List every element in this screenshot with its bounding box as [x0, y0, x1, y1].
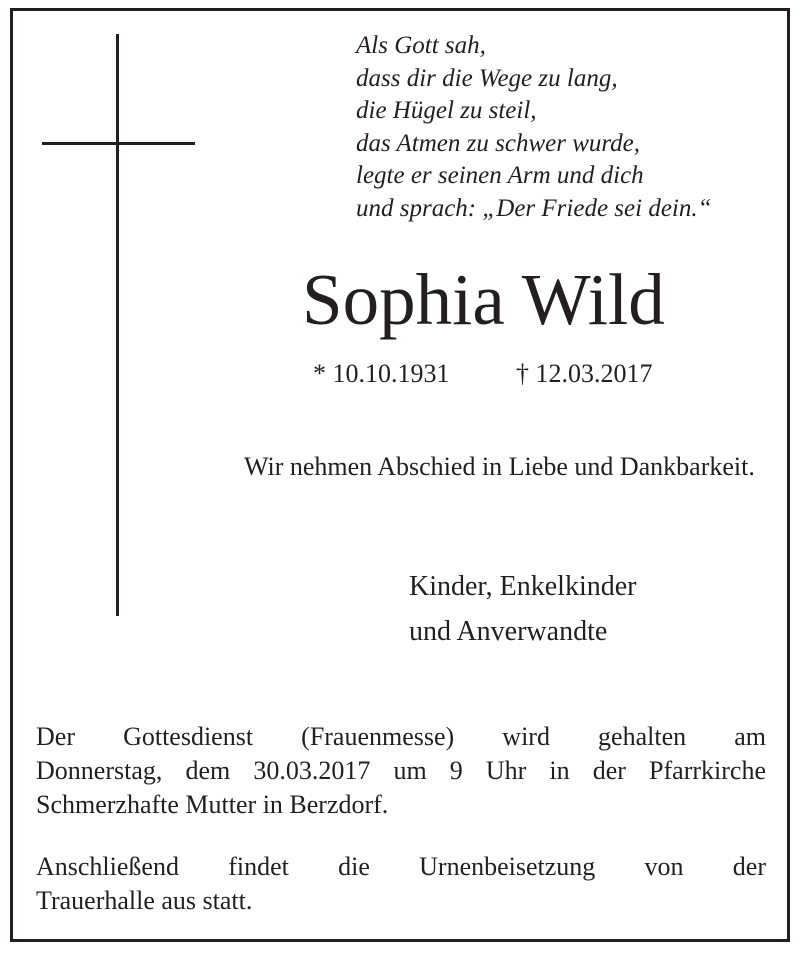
verse-line: dass dir die Wege zu lang, — [356, 64, 618, 92]
cross-icon — [116, 34, 119, 616]
cross-icon-crossbar — [42, 142, 195, 145]
mourners-line: Kinder, Enkelkinder — [409, 571, 637, 602]
service-line: Donnerstag, dem 30.03.2017 um 9 Uhr in der Pfarrkirche — [36, 756, 766, 785]
farewell-text: Wir nehmen Abschied in Liebe und Dankbarkeit. — [244, 452, 755, 481]
service-line: Der Gottesdienst (Frauenmesse) wird gehalten am — [36, 722, 766, 751]
service-info — [36, 720, 766, 822]
verse-line: legte er seinen Arm und dich — [356, 162, 644, 189]
verse-line: das Atmen zu schwer wurde, — [356, 129, 641, 157]
burial-line: Anschließend findet die Urnenbeisetzung von der — [36, 852, 766, 881]
mourners-line: und Anverwandte — [409, 616, 608, 647]
death-date: † 12.03.2017 — [516, 359, 653, 388]
verse-line: Als Gott sah, — [356, 32, 486, 59]
mourners — [409, 564, 636, 654]
memorial-verse — [356, 30, 712, 225]
verse-line: die Hügel zu steil, — [356, 97, 537, 124]
burial-line: Trauerhalle aus statt. — [36, 886, 253, 915]
service-line: Schmerzhafte Mutter in Berzdorf. — [36, 790, 389, 819]
birth-date: * 10.10.1931 — [313, 359, 450, 388]
deceased-name: Sophia Wild — [302, 259, 665, 340]
burial-info — [36, 850, 766, 918]
verse-line: und sprach: „Der Friede sei dein.“ — [356, 194, 712, 222]
